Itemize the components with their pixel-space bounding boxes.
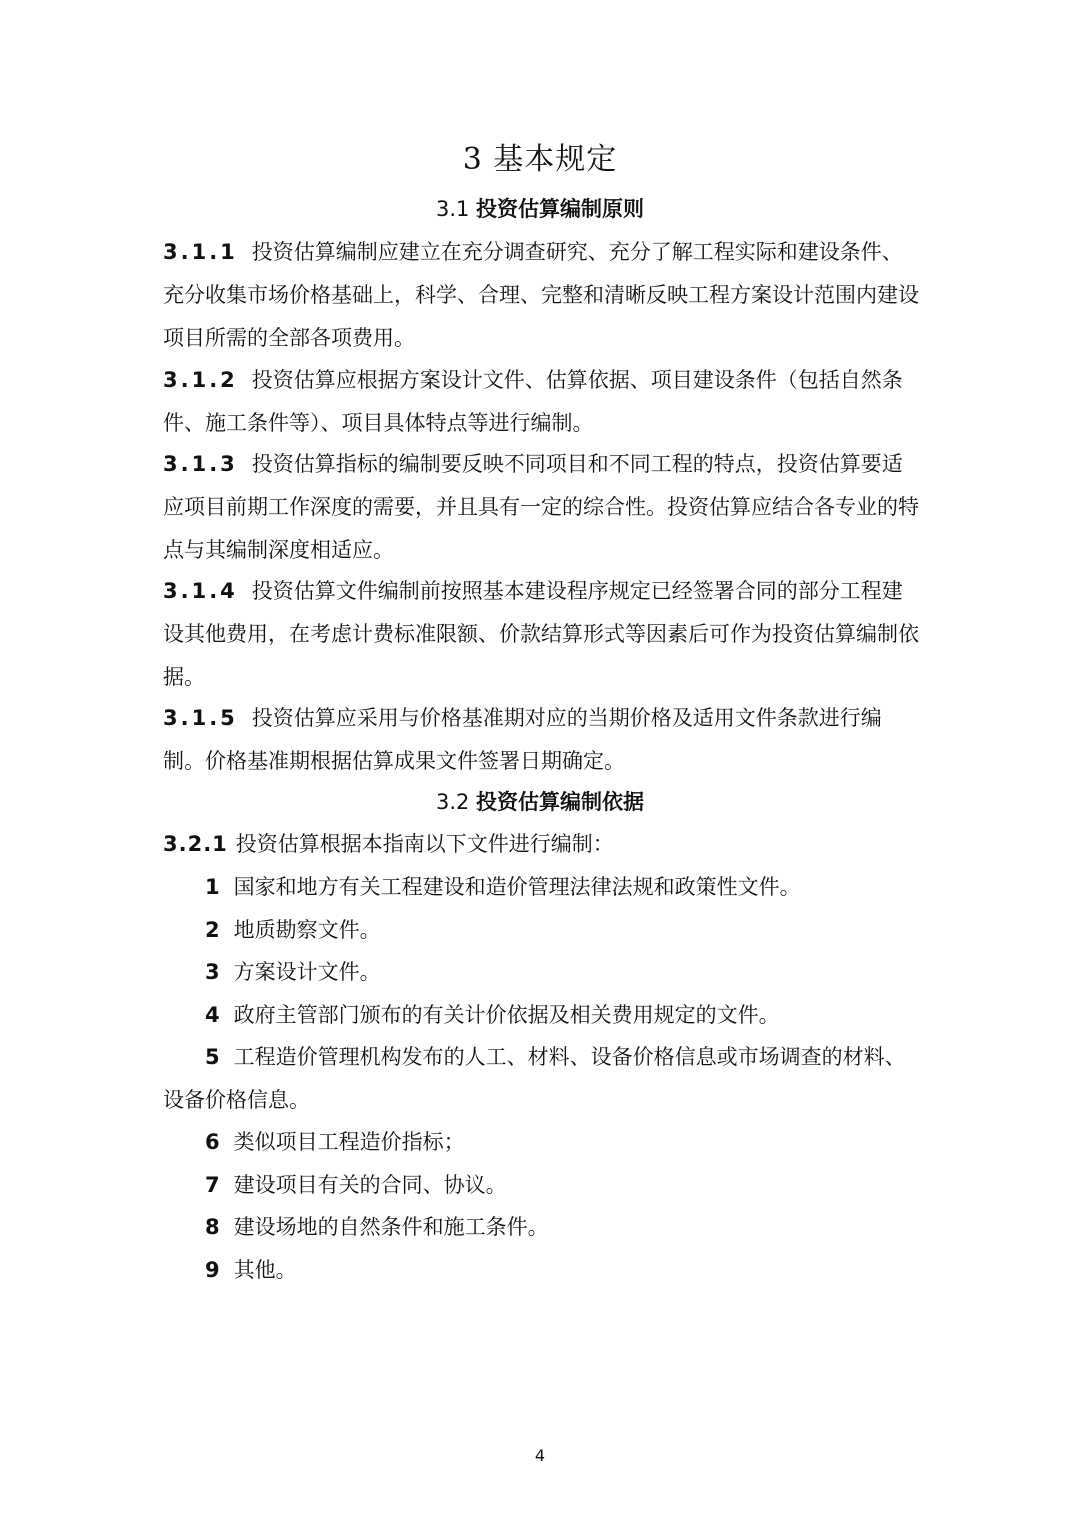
list-item-number: 3 (205, 960, 220, 984)
list-item-number: 2 (205, 918, 220, 942)
clause-text: 投资估算应采用与价格基准期对应的当期价格及适用文件条款进行编制。价格基准期根据估算成果文件签署日期确定。 (163, 706, 882, 773)
section-number: 3.2 (435, 790, 470, 814)
list-item (163, 994, 923, 1037)
clause-3-1-2 (163, 359, 923, 445)
clause-text: 投资估算根据本指南以下文件进行编制： (235, 832, 614, 856)
clause-text: 投资估算文件编制前按照基本建设程序规定已经签署合同的部分工程建设其他费用，在考虑计费标准限额、价款结算形式等因素后可作为投资估算编制依据。 (163, 579, 919, 689)
list-item-text: 地质勘察文件。 (233, 918, 381, 942)
clause-number: 3.2.1 (163, 832, 228, 856)
list-item-text: 建设项目有关的合同、协议。 (233, 1173, 507, 1197)
list-item (163, 866, 923, 909)
list-item-text: 建设场地的自然条件和施工条件。 (233, 1215, 549, 1239)
section-title: 投资估算编制依据 (476, 790, 645, 814)
clause-number: 3.1.5 (163, 706, 238, 730)
list-item-number: 9 (205, 1258, 220, 1282)
clause-3-1-1 (163, 231, 923, 360)
list-item (163, 1121, 923, 1164)
list-item (163, 909, 923, 952)
page-number: 4 (534, 1446, 546, 1465)
list-item-number: 4 (205, 1003, 220, 1027)
section-title: 投资估算编制原则 (476, 197, 645, 221)
list-item (163, 1036, 923, 1122)
chapter-title: 3 基本规定 (462, 142, 618, 177)
list-item (163, 1206, 923, 1249)
section-heading-3-2 (0, 787, 1080, 817)
list-item-text: 方案设计文件。 (233, 960, 381, 984)
section-heading-3-1 (0, 194, 1080, 224)
clause-text: 投资估算编制应建立在充分调查研究、充分了解工程实际和建设条件、充分收集市场价格基础上，科学、合理、完整和清晰反映工程方案设计范围内建设项目所需的全部各项费用。 (163, 240, 919, 350)
list-item-text: 国家和地方有关工程建设和造价管理法律法规和政策性文件。 (233, 875, 801, 899)
section-number: 3.1 (435, 197, 470, 221)
list-item (163, 1249, 923, 1292)
list-item (163, 1164, 923, 1207)
clause-3-1-4 (163, 570, 923, 699)
list-item-text: 工程造价管理机构发布的人工、材料、设备价格信息或市场调查的材料、设备价格信息。 (163, 1045, 906, 1112)
list-item-text: 类似项目工程造价指标； (233, 1130, 465, 1154)
clause-number: 3.1.1 (163, 240, 238, 264)
clause-3-2-1 (163, 823, 923, 866)
list-item (163, 951, 923, 994)
clause-3-1-5 (163, 697, 923, 783)
list-item-number: 5 (205, 1045, 220, 1069)
list-item-number: 8 (205, 1215, 220, 1239)
list-item-number: 7 (205, 1173, 220, 1197)
list-item-number: 1 (205, 875, 220, 899)
clause-text: 投资估算应根据方案设计文件、估算依据、项目建设条件（包括自然条件、施工条件等）、项目具体特点等进行编制。 (163, 368, 903, 435)
list-item-text: 政府主管部门颁布的有关计价依据及相关费用规定的文件。 (233, 1003, 780, 1027)
clause-number: 3.1.4 (163, 579, 238, 603)
clause-text: 投资估算指标的编制要反映不同项目和不同工程的特点，投资估算要适应项目前期工作深度的需要，并且具有一定的综合性。投资估算应结合各专业的特点与其编制深度相适应。 (163, 452, 919, 562)
clause-number: 3.1.2 (163, 368, 238, 392)
list-item-number: 6 (205, 1130, 220, 1154)
list-item-text: 其他。 (233, 1258, 297, 1282)
clause-number: 3.1.3 (163, 452, 238, 476)
clause-3-1-3 (163, 443, 923, 572)
